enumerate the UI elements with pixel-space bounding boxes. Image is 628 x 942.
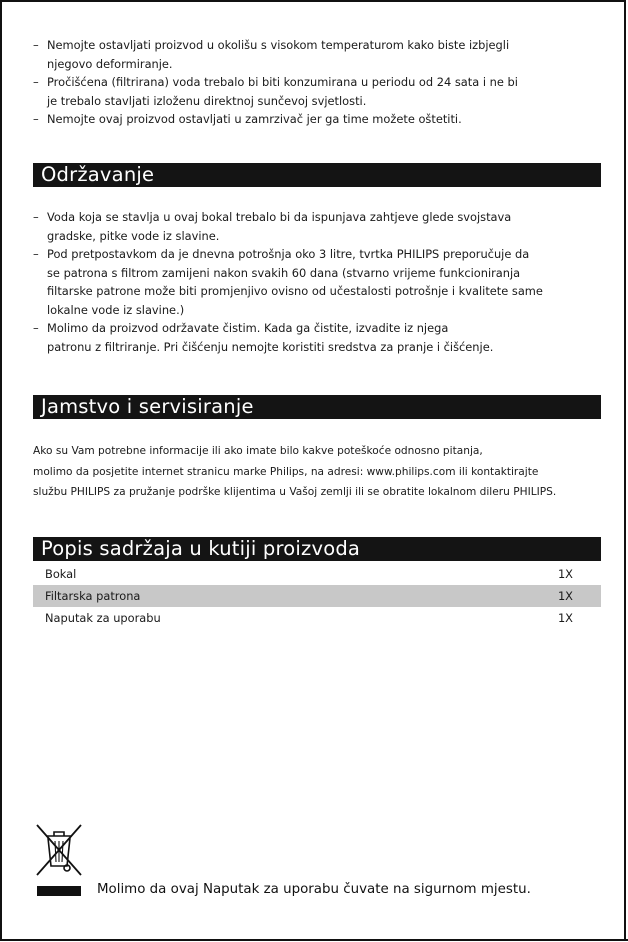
warranty-text [33,441,601,503]
bullet-line: se patrona s filtrom zamijeni nakon svakih 60 dana (stvarno vrijeme funkcioniranja [47,265,521,280]
bullet-dash: – [33,38,39,52]
bullet-line: Molimo da proizvod održavate čistim. Kada ga čistite, izvadite iz njega [47,321,449,335]
bullet-line: Voda koja se stavlja u ovaj bokal trebalo bi da ispunjava zahtjeve glede svojstava [47,210,512,224]
bullet-item [33,245,601,319]
item-name: Filtarska patrona [45,589,141,603]
bullet-item [33,208,601,245]
bullet-line: njegovo deformiranje. [47,56,173,71]
table-row [33,563,601,585]
bullet-line: Pod pretpostavkom da je dnevna potrošnja oko 3 litre, tvrtka PHILIPS preporučuje da [47,247,530,261]
bullet-dash: – [33,321,39,335]
intro-bullet-list [33,36,601,129]
bullet-dash: – [33,210,39,224]
table-row [33,607,601,629]
warranty-line: službu PHILIPS za pružanje podrške klijentima u Vašoj zemlji ili se obratite lokalnom dileru PHILIPS. [33,486,557,498]
bullet-item [33,36,601,73]
bullet-line: Pročišćena (filtrirana) voda trebalo bi biti konzumirana u periodu od 24 sata i ne bi [47,75,518,89]
section-heading-contents: Popis sadržaja u kutiji proizvoda [33,537,601,561]
bullet-item [33,319,601,356]
table-row [33,585,601,607]
bullet-dash: – [33,75,39,89]
item-name: Bokal [45,567,77,581]
intro-bullets [33,36,601,129]
warranty-line: molimo da posjetite internet stranicu marke Philips, na adresi: www.philips.com ili kontaktirajte [33,465,539,478]
bullet-line: Nemojte ovaj proizvod ostavljati u zamrzivač jer ga time možete oštetiti. [47,112,462,126]
maintenance-bullets [33,208,601,356]
bottom-rule [0,939,628,941]
bullet-item [33,73,601,110]
item-qty: 1X [557,567,573,581]
crossed-out-wheelie-bin-icon [34,822,84,878]
warranty-line: Ako su Vam potrebne informacije ili ako imate bilo kakve poteškoće odnosno pitanja, [33,445,483,457]
bullet-item [33,110,601,129]
bullet-line: filtarske patrone može biti promjenjivo ovisno od učestalosti potrošnje i kvalitete same [47,284,543,298]
item-qty: 1X [557,611,573,625]
item-name: Naputak za uporabu [45,611,161,625]
weee-underline-bar [37,886,81,896]
item-qty: 1X [557,589,573,603]
bullet-line: patronu z filtriranje. Pri čišćenju nemojte koristiti sredstva za pranje i čišćenje. [47,339,494,354]
footer-note: Molimo da ovaj Naputak za uporabu čuvate na sigurnom mjestu. [97,882,531,897]
maintenance-bullet-list [33,208,601,356]
bullet-dash: – [33,247,39,261]
section-heading-maintenance: Održavanje [33,163,601,187]
contents-table [33,563,601,629]
bullet-line: lokalne vode iz slavine.) [47,302,185,317]
bullet-line: gradske, pitke vode iz slavine. [47,228,220,243]
bullet-dash: – [33,112,39,126]
bullet-line: Nemojte ostavljati proizvod u okolišu s visokom temperaturom kako biste izbjegli [47,38,510,52]
section-heading-warranty: Jamstvo i servisiranje [33,395,601,419]
bullet-line: je trebalo stavljati izloženu direktnoj sunčevoj svjetlosti. [47,93,367,108]
